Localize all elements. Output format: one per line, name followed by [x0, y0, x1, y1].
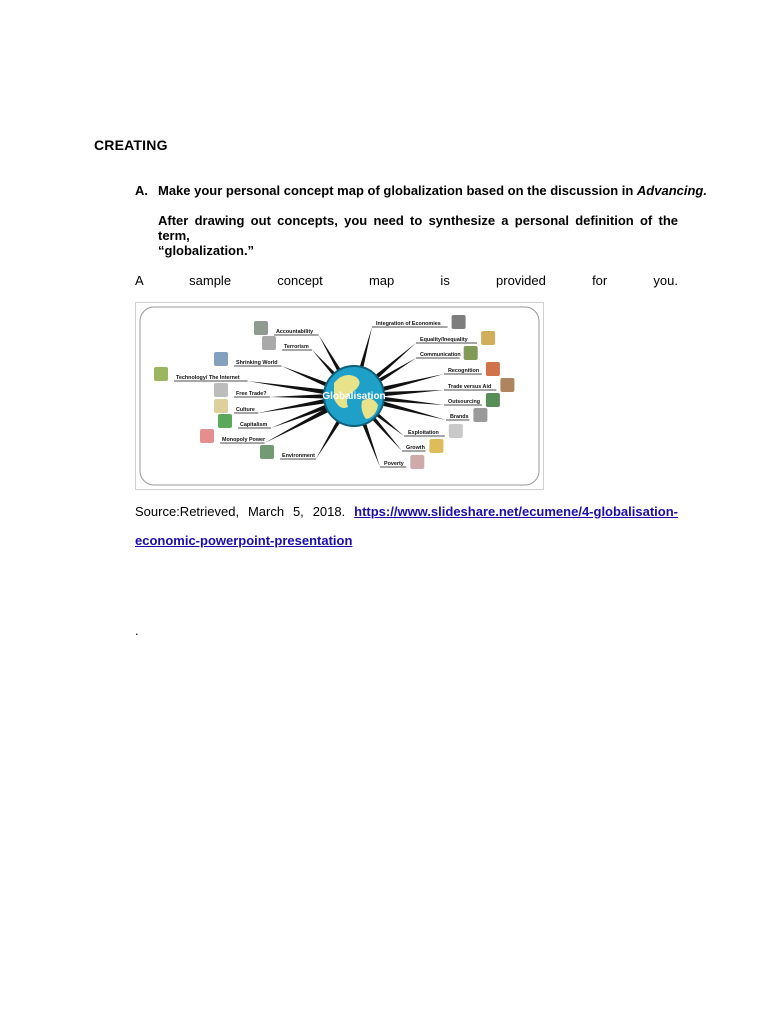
trailing-dot: .	[135, 623, 139, 638]
task-a-text-start: Make your personal concept map of globalization based on the discussion in	[158, 183, 637, 198]
right-concept-icon	[500, 378, 514, 392]
left-concept-icon	[200, 429, 214, 443]
left-concept-icon	[254, 321, 268, 335]
right-concept-label: Poverty	[384, 461, 404, 467]
advancing-emphasis: Advancing.	[636, 183, 707, 198]
concept-map-svg	[136, 303, 543, 489]
right-concept-label: Exploitation	[408, 430, 439, 436]
task-letter: A.	[135, 183, 148, 198]
left-concept-icon	[262, 336, 276, 350]
right-concept-icon	[486, 362, 500, 376]
source-link-part1[interactable]: https://www.slideshare.net/ecumene/4-globalisation-	[354, 504, 678, 519]
left-concept-icon	[214, 399, 228, 413]
right-concept-icon	[486, 393, 500, 407]
right-concept-label: Brands	[450, 414, 469, 420]
left-concept-label: Shrinking World	[236, 360, 278, 366]
right-concept-icon	[429, 439, 443, 453]
right-concept-label: Equality/Inequality	[420, 337, 468, 343]
right-concept-icon	[473, 408, 487, 422]
source-line1	[135, 504, 678, 519]
left-concept-label: Technology/ The Internet	[176, 375, 240, 381]
left-concept-icon	[214, 352, 228, 366]
left-concept-label: Accountability	[276, 329, 314, 335]
right-concept-icon	[481, 331, 495, 345]
right-concept-icon	[452, 315, 466, 329]
concept-map-figure	[135, 302, 544, 490]
left-concept-icon	[154, 367, 168, 381]
section-heading: CREATING	[94, 137, 168, 153]
left-concept-label: Culture	[236, 407, 255, 413]
right-concept-label: Outsourcing	[448, 399, 481, 405]
left-concept-icon	[214, 383, 228, 397]
source-prefix: Source:Retrieved, March 5, 2018.	[135, 504, 346, 519]
center-label: Globalisation	[322, 391, 386, 402]
sample-note: A sample concept map is provided for you.	[135, 273, 678, 288]
right-concept-label: Trade versus Aid	[448, 384, 492, 390]
left-concept-label: Terrorism	[284, 344, 309, 350]
right-concept-icon	[464, 346, 478, 360]
source-link-part2[interactable]: economic-powerpoint-presentation	[135, 533, 353, 548]
left-concept-icon	[260, 445, 274, 459]
task-a-line2: After drawing out concepts, you need to synthesize a personal definition of the term,	[158, 213, 678, 243]
left-concept-label: Environment	[282, 453, 315, 459]
left-concept-label: Capitalism	[240, 422, 268, 428]
right-concept-label: Integration of Economies	[376, 321, 441, 327]
task-a-text	[158, 183, 707, 198]
right-concept-icon	[449, 424, 463, 438]
left-concept-label: Monopoly Power	[222, 437, 266, 443]
right-concept-label: Communication	[420, 352, 461, 358]
right-concept-label: Recognition	[448, 368, 480, 374]
source-line2	[135, 533, 352, 548]
task-a-line3: “globalization.”	[158, 243, 255, 258]
right-concept-label: Growth	[406, 445, 425, 451]
left-concept-icon	[218, 414, 232, 428]
left-concept-label: Free Trade?	[236, 391, 267, 397]
right-concept-icon	[410, 455, 424, 469]
